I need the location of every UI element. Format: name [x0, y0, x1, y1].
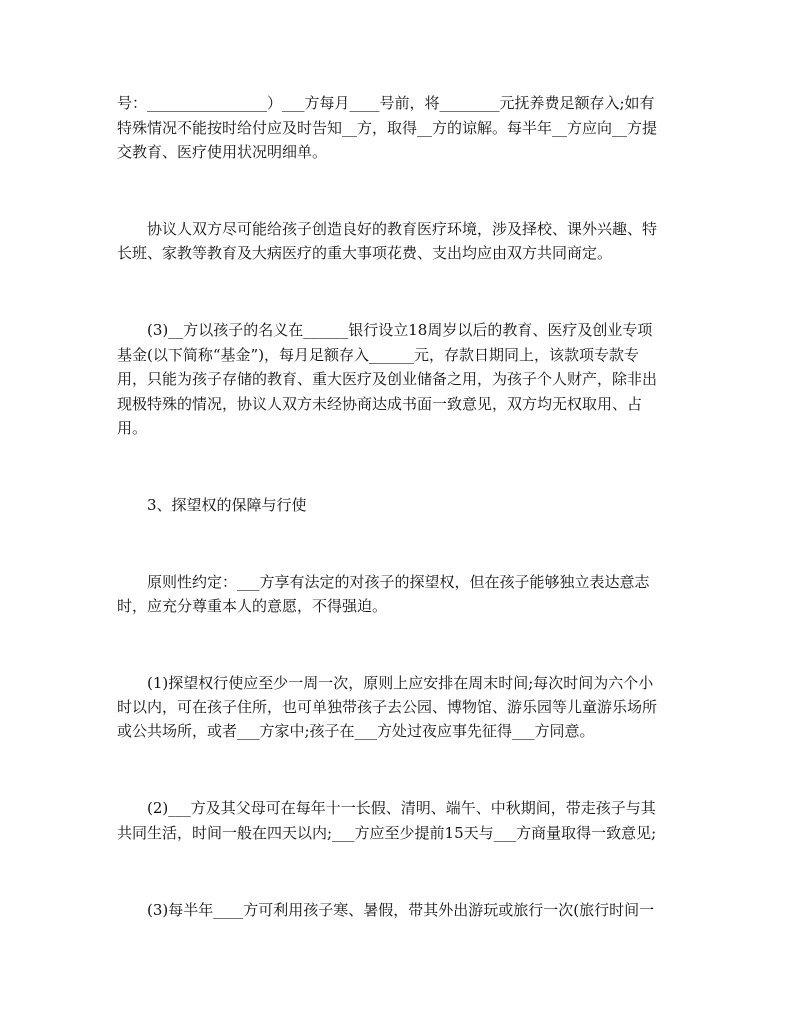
text-line: (2)___方及其父母可在每年十一长假、清明、端午、中秋期间，带走孩子与其 — [147, 799, 656, 817]
text-line: 或公共场所，或者___方家中;孩子在___方处过夜应事先征得___方同意。 — [117, 722, 595, 740]
text-line: (1)探望权行使应至少一周一次，原则上应安排在周末时间;每次时间为六个小 — [147, 674, 654, 692]
text-line: 协议人双方尽可能给孩子创造良好的教育医疗环境，涉及择校、课外兴趣、特 — [147, 220, 658, 238]
text-line: 用。 — [117, 419, 148, 437]
text-line: (3)每半年____方可利用孩子寒、暑假，带其外出游玩或旅行一次(旅行时间一 — [147, 901, 655, 919]
text-line: 号：________________）___方每月____号前，将________元抚养费足额存入;如有 — [117, 94, 655, 112]
text-line: 交教育、医疗使用状况明细单。 — [117, 143, 328, 161]
text-line: 长班、家教等教育及大病医疗的重大事项花费、支出均应由双方共同商定。 — [117, 244, 613, 262]
section-heading: 3、探望权的保障与行使 — [147, 496, 307, 514]
text-line: 原则性约定：___方享有法定的对孩子的探望权，但在孩子能够独立表达意志 — [147, 573, 650, 591]
text-line: 共同生活，时间一般在四天以内;___方应至少提前15天与___方商量取得一致意见; — [117, 824, 657, 842]
text-line: (3)__方以孩子的名义在______银行设立18周岁以后的教育、医疗及创业专项 — [147, 321, 653, 339]
text-line: 特殊情况不能按时给付应及时告知__方，取得__方的谅解。每半年__方应向__方提 — [117, 119, 658, 137]
text-line: 用，只能为孩子存储的教育、重大医疗及创业储备之用，为孩子个人财产，除非出 — [117, 370, 658, 388]
text-line: 时，应充分尊重本人的意愿，不得强迫。 — [117, 597, 388, 615]
text-line: 时以内，可在孩子住所，也可单独带孩子去公园、博物馆、游乐园等儿童游乐场所 — [117, 698, 658, 716]
text-line: 基金(以下简称“基金”)，每月足额存入______元，存款日期同上，该款项专款专 — [117, 346, 640, 364]
text-line: 现极特殊的情况，协议人双方未经协商达成书面一致意见，双方均无权取用、占 — [117, 395, 643, 413]
